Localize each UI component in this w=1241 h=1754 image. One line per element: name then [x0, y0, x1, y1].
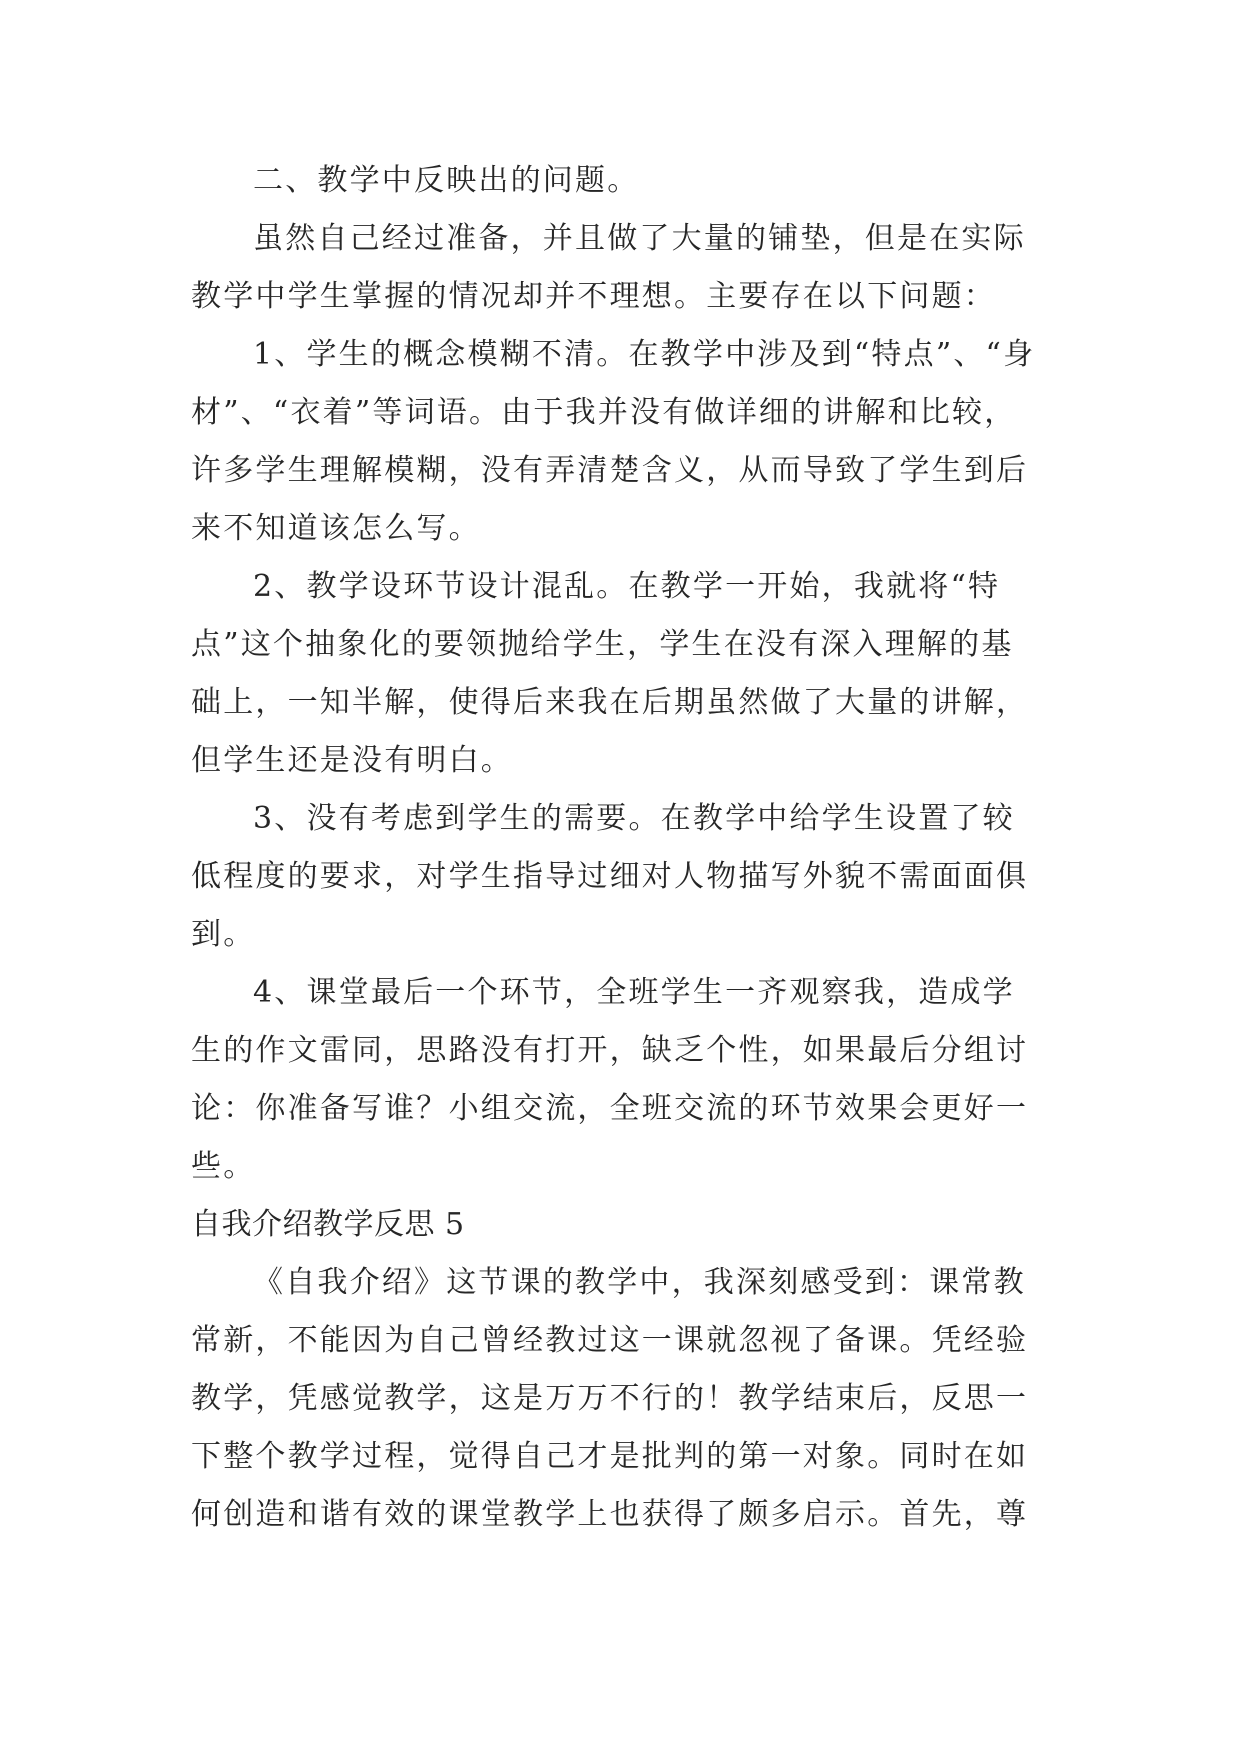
article-title: 自我介绍教学反思 5: [191, 1207, 465, 1242]
paragraph-line: 下整个教学过程，觉得自己才是批判的第一对象。同时在如: [191, 1439, 1029, 1474]
paragraph-line: 常新，不能因为自己曾经教过这一课就忽视了备课。凭经验: [191, 1323, 1029, 1358]
document-page: [191, 152, 1059, 1544]
list-item-2-line: 但学生还是没有明白。: [191, 743, 513, 778]
list-item-3-line: 低程度的要求，对学生指导过细对人物描写外貌不需面面俱: [191, 859, 1029, 894]
list-item-2-line: 2、教学设环节设计混乱。在教学一开始，我就将“特: [253, 569, 1001, 604]
paragraph-line: 教学，凭感觉教学，这是万万不行的！教学结束后，反思一: [191, 1381, 1029, 1416]
list-item-1-line: 材”、“衣着”等词语。由于我并没有做详细的讲解和比较，: [191, 395, 1017, 430]
section-heading: 二、教学中反映出的问题。: [253, 163, 640, 198]
list-item-3-line: 到。: [191, 917, 256, 952]
list-item-3-line: 3、没有考虑到学生的需要。在教学中给学生设置了较: [253, 801, 1015, 836]
list-item-1-line: 来不知道该怎么写。: [191, 511, 481, 546]
list-item-1-line: 1、学生的概念模糊不清。在教学中涉及到“特点”、“身: [253, 337, 1036, 372]
paragraph-line: 虽然自己经过准备，并且做了大量的铺垫，但是在实际: [253, 221, 1026, 256]
list-item-4-line: 些。: [191, 1149, 256, 1184]
paragraph-line: 教学中学生掌握的情况却并不理想。主要存在以下问题：: [191, 279, 996, 314]
list-item-4-line: 论：你准备写谁？小组交流，全班交流的环节效果会更好一: [191, 1091, 1029, 1126]
list-item-4-line: 生的作文雷同，思路没有打开，缺乏个性，如果最后分组讨: [191, 1033, 1029, 1068]
list-item-1-line: 许多学生理解模糊，没有弄清楚含义，从而导致了学生到后: [191, 453, 1029, 488]
list-item-4-line: 4、课堂最后一个环节，全班学生一齐观察我，造成学: [253, 975, 1015, 1010]
list-item-2-line: 点”这个抽象化的要领抛给学生，学生在没有深入理解的基: [191, 627, 1014, 662]
paragraph-line: 《自我介绍》这节课的教学中，我深刻感受到：课常教: [253, 1265, 1026, 1300]
list-item-2-line: 础上，一知半解，使得后来我在后期虽然做了大量的讲解，: [191, 685, 1029, 720]
paragraph-line: 何创造和谐有效的课堂教学上也获得了颇多启示。首先，尊: [191, 1497, 1029, 1532]
